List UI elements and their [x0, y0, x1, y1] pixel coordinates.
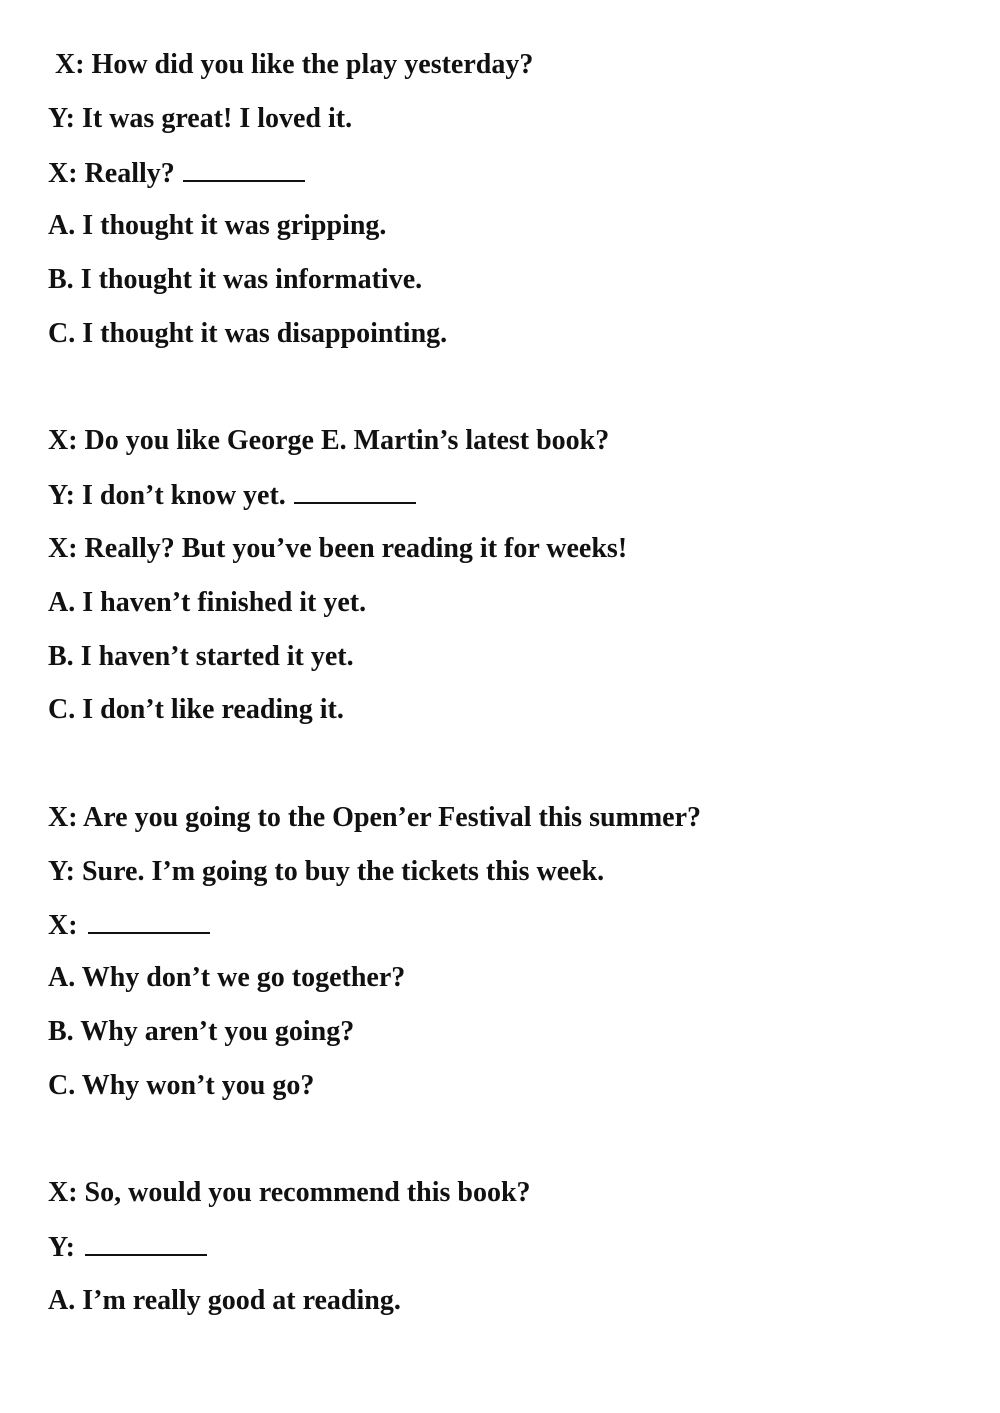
answer-option[interactable]: [48, 317, 447, 351]
option-letter: A.: [48, 210, 76, 241]
answer-blank[interactable]: [294, 478, 416, 504]
answer-option[interactable]: [48, 1284, 401, 1318]
option-text: I haven’t finished it yet.: [82, 587, 367, 618]
speaker-label: X:: [48, 158, 78, 189]
dialogue-line: [48, 102, 352, 136]
answer-blank[interactable]: [183, 156, 305, 182]
dialogue-line: [48, 478, 416, 513]
option-text: Why don’t we go together?: [81, 962, 406, 993]
answer-blank[interactable]: [88, 908, 210, 934]
answer-option[interactable]: [48, 1015, 354, 1049]
answer-option[interactable]: [48, 961, 405, 995]
dialogue-text: Really? But you’ve been reading it for weeks!: [84, 533, 628, 564]
dialogue-text: It was great! I loved it.: [81, 103, 353, 134]
answer-blank[interactable]: [85, 1230, 207, 1256]
option-letter: C.: [48, 694, 76, 725]
dialogue-line: [48, 855, 604, 889]
answer-option[interactable]: [48, 693, 344, 727]
option-letter: C.: [48, 318, 76, 349]
speaker-label: X:: [48, 802, 78, 833]
answer-option[interactable]: [48, 209, 386, 243]
option-text: I haven’t started it yet.: [80, 641, 354, 672]
speaker-label: Y:: [48, 103, 75, 134]
dialogue-text: How did you like the play yesterday?: [91, 49, 534, 80]
dialogue-line: [48, 1230, 207, 1265]
option-text: Why won’t you go?: [81, 1070, 315, 1101]
answer-option[interactable]: [48, 1069, 314, 1103]
speaker-label: X:: [55, 49, 85, 80]
dialogue-line: [55, 48, 533, 82]
option-text: I thought it was gripping.: [82, 210, 387, 241]
dialogue-line: [48, 1176, 531, 1210]
answer-option[interactable]: [48, 263, 422, 297]
speaker-label: X:: [48, 425, 78, 456]
dialogue-text: Are you going to the Open’er Festival this summer?: [83, 802, 702, 833]
speaker-label: Y:: [48, 1232, 75, 1263]
speaker-label: X:: [48, 1177, 78, 1208]
option-text: I’m really good at reading.: [82, 1285, 401, 1316]
option-letter: B.: [48, 264, 74, 295]
dialogue-line: [48, 801, 701, 835]
dialogue-text: Do you like George E. Martin’s latest book?: [84, 425, 610, 456]
answer-option[interactable]: [48, 586, 366, 620]
option-letter: A.: [48, 962, 76, 993]
speaker-label: Y:: [48, 480, 75, 511]
option-letter: B.: [48, 641, 74, 672]
dialogue-text: I don’t know yet.: [81, 480, 286, 511]
dialogue-line: [48, 908, 210, 943]
option-letter: A.: [48, 587, 76, 618]
dialogue-text: Sure. I’m going to buy the tickets this week.: [81, 856, 605, 887]
option-letter: B.: [48, 1016, 74, 1047]
dialogue-text: Really?: [84, 158, 175, 189]
speaker-label: X:: [48, 910, 78, 941]
option-text: I thought it was disappointing.: [82, 318, 448, 349]
dialogue-text: So, would you recommend this book?: [84, 1177, 531, 1208]
option-text: I don’t like reading it.: [82, 694, 344, 725]
answer-option[interactable]: [48, 640, 354, 674]
dialogue-line: [48, 156, 305, 191]
option-letter: C.: [48, 1070, 76, 1101]
option-text: I thought it was informative.: [80, 264, 423, 295]
speaker-label: X:: [48, 533, 78, 564]
dialogue-line: [48, 532, 627, 566]
speaker-label: Y:: [48, 856, 75, 887]
dialogue-line: [48, 424, 609, 458]
option-letter: A.: [48, 1285, 76, 1316]
option-text: Why aren’t you going?: [80, 1016, 355, 1047]
